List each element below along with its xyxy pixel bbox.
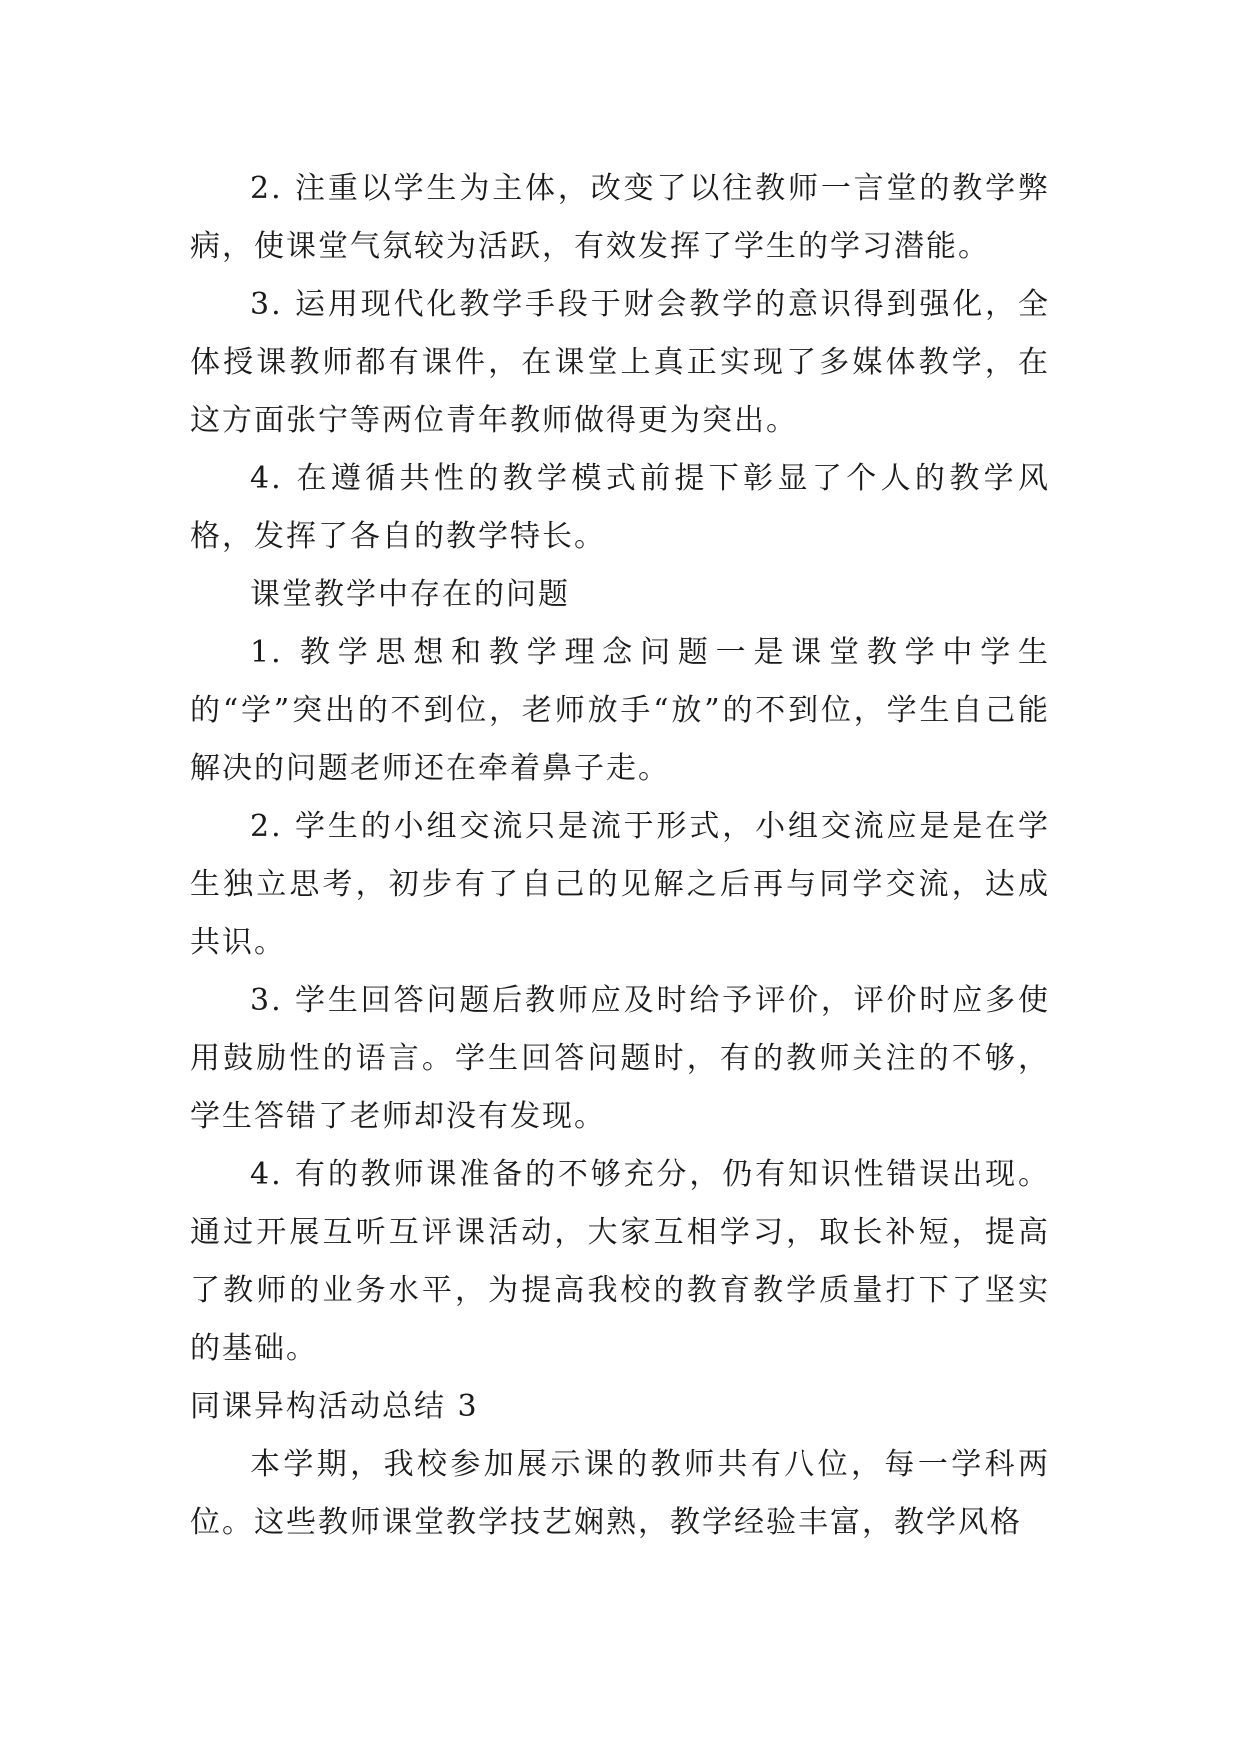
- section-paragraph: 本学期，我校参加展示课的教师共有八位，每一学科两位。这些教师课堂教学技艺娴熟，教学经验丰富，教学风格: [190, 1447, 1050, 1540]
- paragraph-point-3: 3. 运用现代化教学手段于财会教学的意识得到强化，全体授课教师都有课件，在课堂上真正实现了多媒体教学，在这方面张宁等两位青年教师做得更为突出。: [190, 287, 1050, 438]
- paragraph-point-4: 4. 在遵循共性的教学模式前提下彰显了个人的教学风格，发挥了各自的教学特长。: [190, 461, 1050, 554]
- subheading-problems: 课堂教学中存在的问题: [250, 577, 570, 612]
- paragraph-problem-3: 3. 学生回答问题后教师应及时给予评价，评价时应多使用鼓励性的语言。学生回答问题时，有的教师关注的不够，学生答错了老师却没有发现。: [190, 983, 1050, 1134]
- paragraph-problem-1: 1. 教学思想和教学理念问题一是课堂教学中学生的“学”突出的不到位，老师放手“放”的不到位，学生自己能解决的问题老师还在牵着鼻子走。: [190, 635, 1050, 786]
- paragraph-problem-2: 2. 学生的小组交流只是流于形式，小组交流应是是在学生独立思考，初步有了自己的见解之后再与同学交流，达成共识。: [190, 809, 1050, 960]
- paragraph-problem-4: 4. 有的教师课准备的不够充分，仍有知识性错误出现。通过开展互听互评课活动，大家互相学习，取长补短，提高了教师的业务水平，为提高我校的教育教学质量打下了坚实的基础。: [190, 1157, 1050, 1366]
- document-body: [190, 160, 1050, 1552]
- section-title: 同课异构活动总结 3: [190, 1389, 479, 1424]
- paragraph-point-2: 2. 注重以学生为主体，改变了以往教师一言堂的教学弊病，使课堂气氛较为活跃，有效发挥了学生的学习潜能。: [190, 171, 1050, 264]
